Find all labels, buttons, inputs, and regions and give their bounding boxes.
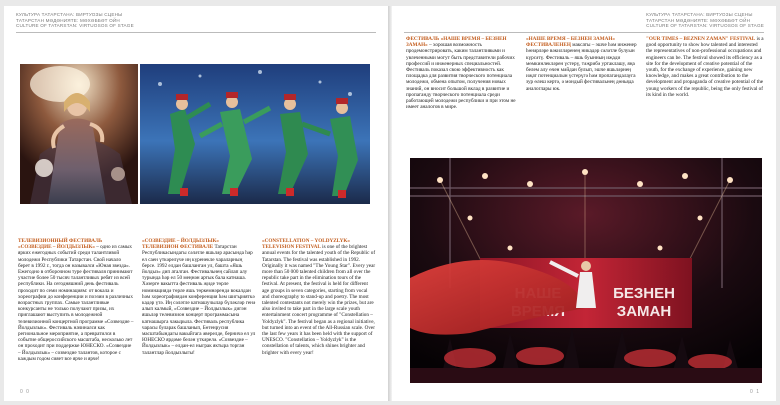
text-column-tatar	[526, 36, 638, 92]
running-head-line: КУЛЬТУРА ТАТАРСТАНА: ВИРТУОЗЫ СЦЕНЫ	[16, 12, 123, 17]
right-page	[392, 6, 776, 401]
article-paragraph	[18, 238, 134, 362]
text-column-english	[262, 238, 376, 356]
article-paragraph	[142, 238, 256, 356]
article-paragraph	[526, 36, 638, 92]
running-head-line: ТАТАРСТАН МӘДӘНИЯТЕ: МӘХӘББӘТ ОЙН	[646, 17, 751, 23]
text-column-russian	[18, 238, 134, 362]
article-heading: «CONSTELLATION – YOLDYZLYK» TELEVISION FESTIVAL	[262, 238, 351, 251]
article-heading: ТЕЛЕВИЗИОННЫЙ ФЕСТИВАЛЬ «СОЗВЕЗДИЕ – ЙОЛДЫЗЛЫК»	[18, 238, 103, 251]
header-rule	[404, 32, 764, 33]
left-page	[4, 6, 388, 401]
festival-stage-photo	[410, 158, 762, 383]
dancers-photo	[140, 64, 370, 204]
article-heading: «НАШЕ ВРЕМЯ – БЕЗНЕН ЗАМАН» ФЕСТИВАЛЕНЕҢ	[526, 36, 616, 49]
running-head-line: CULTURE OF TATARSTAN: VIRTUOSOS OF STAGE	[646, 23, 764, 29]
article-paragraph	[262, 238, 376, 356]
running-head-left	[16, 12, 134, 29]
header-rule	[16, 32, 376, 33]
page-number-left: 0 0	[20, 389, 30, 395]
text-column-russian	[406, 36, 518, 110]
running-head-right	[646, 12, 764, 29]
text-column-english	[646, 36, 764, 98]
article-body: максаты – эшче һәм инженер һөнәрләре вәкилләренең никадәр сәләтле булуын күрсәтү. Фестиваль – яшь буынның иҗади мөмкинлекләрен үстерү, тәҗрибә уртаклашу, яңа белем алу өчен мәйдан булып, эшче яшьләрнең иҗат потенциалын үстерүгә һәм пропагандалауга зур өлеш кертә, ә мондый фестивальнең дөньяда аналоглары юк.	[526, 42, 637, 92]
running-head-line: CULTURE OF TATARSTAN: VIRTUOSOS OF STAGE	[16, 23, 134, 29]
banner-text-beznen: БЕЗНЕН	[613, 285, 675, 302]
text-column-tatar	[142, 238, 256, 356]
article-heading: «СОЗВЕЗДИЕ – ЙОЛДЫЗЛЫК» ТЕЛЕВИЗИОН ФЕСТИВАЛЕ	[142, 238, 219, 251]
article-body: is a good opportunity to show how talented and interested the representatives of non-professional occupations and engineers can be. The festival showed its efficiency as a site for the development of creative potential of the youth, for the exchange of experience, gaining new knowledge, and makes a great contribution to the development and propaganda of creative potential of the young workers of the republic, being the only festival of its kind in the world.	[646, 36, 764, 98]
article-body: – одно из самых ярких ежегодных событий среди талантливой молодежи Республики Татарстан. Свой начало берет в 1992 г., тогда он назывался «Юная звезда». Ежегодно в отборочном туре фестиваля принимают участие более 50 тысяч талантливых ребят из всей республики. На сегодняшний день фестиваль проходит по семи номинациям: от вокала и хореографии до конференции и поэзии в различных возрастных группах. Самые талантливые конкурсанты не только получают призы, их приглашают выступить в молодежной телевизионной концертной программе «Созвездие – Йолдызлык». Фестиваль начинался как региональное мероприятие, а превратился в событие общероссийского масштаба, несколько лет он проходит при поддержке ЮНЕСКО. «Созвездие – Йолдызлык» – созвездие талантов, которое с каждым годом сияет все ярче и ярче!	[18, 244, 134, 362]
running-head-line: ТАТАРСТАН МӘДӘНИЯТЕ: МӘХӘББӘТ ОЙН	[16, 17, 120, 23]
article-heading: ФЕСТИВАЛЬ «НАШЕ ВРЕМЯ – БЕЗНЕН ЗАМАН»	[406, 36, 507, 49]
article-paragraph	[646, 36, 764, 98]
article-body: is one of the brightest annual events for the talented youth of the Republic of Tatarstan. The festival was established in 1992. Originally it was named "The Young Star". Every year more than 50 000 talented children from all over the republic take part in the elimination tours of the festival. At present, the festival is held for different age groups in seven categories, starting from vocal and choreography to stand-up and poetry. The most talented contestants not merely win the prizes, but are also invited to take part in the large scale youth entertainment concert programme of "Constellation – Yoldyzlyk". The festival began as a regional initiative, but turned into an event of the All-Russian scale. Over the last few years it has been held with the support of UNESCO. "Constellation – Yoldyzlyk" is the constellation of talents, which shines brighter and brighter with every year!	[262, 244, 376, 356]
article-paragraph	[406, 36, 518, 110]
singer-photo	[20, 64, 138, 204]
page-number-right: 0 1	[750, 389, 760, 395]
banner-text-zaman: ЗАМАН	[616, 303, 672, 320]
running-head-line: КУЛЬТУРА ТАТАРСТАНА: ВИРТУОЗЫ СЦЕНЫ	[646, 12, 753, 17]
article-heading: "OUR TIMES – BEZNEN ZAMAN" FESTIVAL	[646, 36, 756, 42]
article-body: Татарстан Республикасындагы сәләтле яшьләр арасында һәр ел саен үткәрелүче иң күренекле чараларның берсе. 1992 елдан башланган ул, башта «Яшь йолдыз» дип аталган. Фестивальнең сайлап алу турында һәр ел 50 меңнән артык бала катнаша. Хәзерге вакытта фестиваль җиде төрле номинациядә төрле яшь төркемнәрендә вокалдан һәм хореографиядән конференция һәм шигърияткә кадәр үтә. Иң сәләтле катнашучылар бүләкләр генә алып калмый, «Созвездие – Йолдызлык» дигән яшьләр телевизион концерт программасына катнашырга чакырыла. Фестиваль республика чарасы буларак башланып, Бөтенрусия масштабындагы вакыйгага әверелде, берничә ел ул ЮНЕСКО ярдәме белән үткәрелә. «Созвездие – Йолдызлык» – елдан-ел ныграк яктыра торган талантлар йолдызлыгы!	[142, 244, 256, 356]
article-body: – хорошая возможность продемонстрировать, каким талантливыми и увлеченными могут быть представители рабочих профессий и инженерных специальностей. Фестиваль показал свою эффективность как площадка для развития творческого потенциала молодежи, обмена опытом, получения новых знаний, он вносит большой вклад в развитие и пропаганду творческого потенциала среди работающей молодежи республики и при этом не имеет аналогов в мире.	[406, 42, 516, 111]
